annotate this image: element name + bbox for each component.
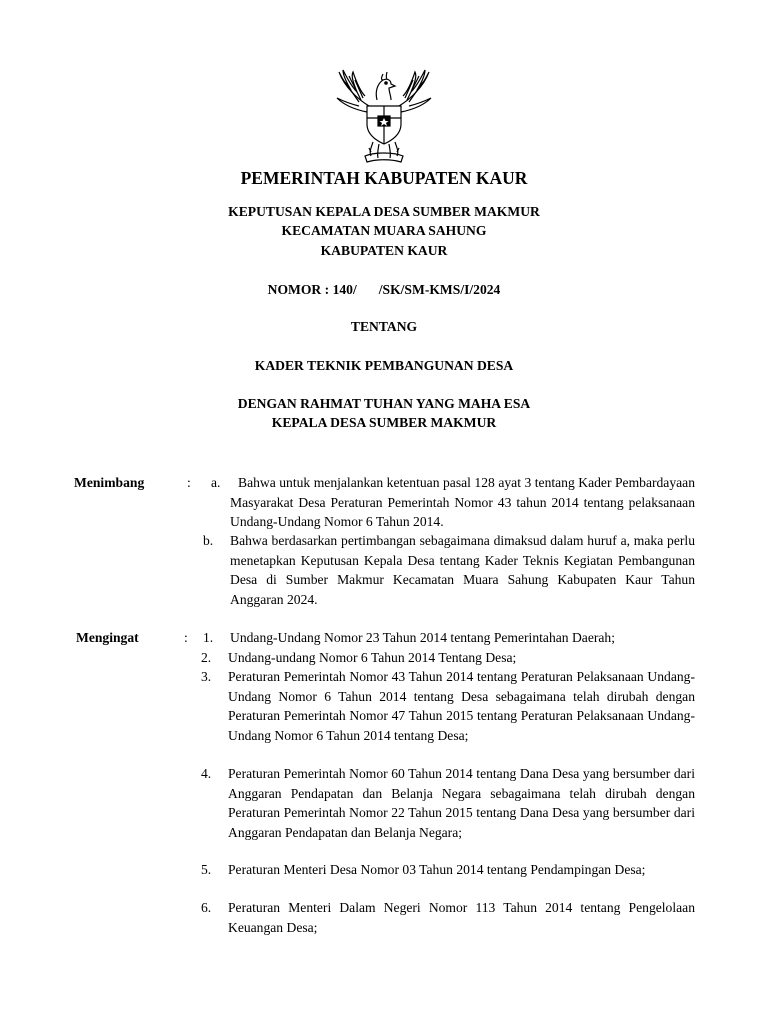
decree-number-suffix: /SK/SM-KMS/I/2024 (378, 282, 501, 297)
decree-number-prefix: NOMOR : 140/ (267, 282, 357, 297)
menimbang-item-a-text: Bahwa untuk menjalankan ketentuan pasal 128 ayat 3 tentang Kader Pembardayaan Masyarakat Desa Peraturan Pemerintah Nomor 43 tahun 2014 tentang pelaksanaan Undang-Undang Nomor 6 Tahun 2014. (230, 475, 695, 530)
rahmat-line-2: KEPALA DESA SUMBER MAKMUR (271, 415, 497, 430)
decree-subject: KADER TEKNIK PEMBANGUNAN DESA (254, 358, 514, 373)
mengingat-item-1-text: Undang-Undang Nomor 23 Tahun 2014 tentang Pemerintahan Daerah; (230, 630, 615, 645)
mengingat-item-6-marker: 6. (201, 900, 212, 915)
mengingat-label: Mengingat (76, 630, 139, 645)
decree-number (0, 282, 768, 298)
menimbang-item-b-text: Bahwa berdasarkan pertimbangan sebagaimana dimaksud dalam huruf a, maka perlu menetapkan Keputusan Kepala Desa tentang Kader Teknis Kegiatan Pembangunan Desa di Sumber Makmur Kecamatan Muara Sahung Kabupaten Kaur Tahun Anggaran 2024. (230, 533, 695, 607)
mengingat-item-4-text: Peraturan Pemerintah Nomor 60 Tahun 2014 tentang Dana Desa yang bersumber dari Anggaran Pendapatan dan Belanja Negara sebagaimana telah dirubah dengan Peraturan Pemerintah Nomor 22 Tahun 2015 tentang Dana Desa yang bersumber dari Anggaran Pendapatan dan Belanja Negara; (228, 766, 695, 840)
mengingat-item-2-text: Undang-undang Nomor 6 Tahun 2014 Tentang Desa; (228, 650, 517, 665)
decree-title-line-3: KABUPATEN KAUR (320, 243, 448, 258)
decree-title-line-1: KEPUTUSAN KEPALA DESA SUMBER MAKMUR (228, 204, 540, 219)
menimbang-label: Menimbang (74, 475, 145, 490)
rahmat-line-1: DENGAN RAHMAT TUHAN YANG MAHA ESA (237, 396, 531, 411)
mengingat-item-4-marker: 4. (201, 766, 212, 781)
menimbang-colon: : (187, 475, 191, 490)
government-title: PEMERINTAH KABUPATEN KAUR (240, 168, 528, 188)
tentang-heading: TENTANG (350, 319, 418, 334)
menimbang-item-a-marker: a. (211, 475, 221, 490)
garuda-pancasila-emblem-icon (331, 66, 437, 168)
mengingat-colon: : (184, 630, 188, 645)
mengingat-item-1-marker: 1. (203, 630, 214, 645)
mengingat-item-5-text: Peraturan Menteri Desa Nomor 03 Tahun 2014 tentang Pendampingan Desa; (228, 862, 646, 877)
mengingat-item-5-marker: 5. (201, 862, 212, 877)
mengingat-item-3-text: Peraturan Pemerintah Nomor 43 Tahun 2014 tentang Peraturan Pelaksanaan Undang-Undang Nomor 6 Tahun 2014 tentang Desa sebagaimana telah dirubah dengan Peraturan Pemerintah Nomor 47 Tahun 2015 tentang Peraturan Pelaksanaan Undang-Undang Nomor 6 Tahun 2014 tentang Desa; (228, 669, 695, 743)
mengingat-item-6-text: Peraturan Menteri Dalam Negeri Nomor 113 Tahun 2014 tentang Pengelolaan Keuangan Desa; (228, 900, 695, 935)
mengingat-item-2-marker: 2. (201, 650, 212, 665)
menimbang-item-b-marker: b. (203, 533, 214, 548)
mengingat-item-3-marker: 3. (201, 669, 212, 684)
decree-title-line-2: KECAMATAN MUARA SAHUNG (281, 223, 487, 238)
